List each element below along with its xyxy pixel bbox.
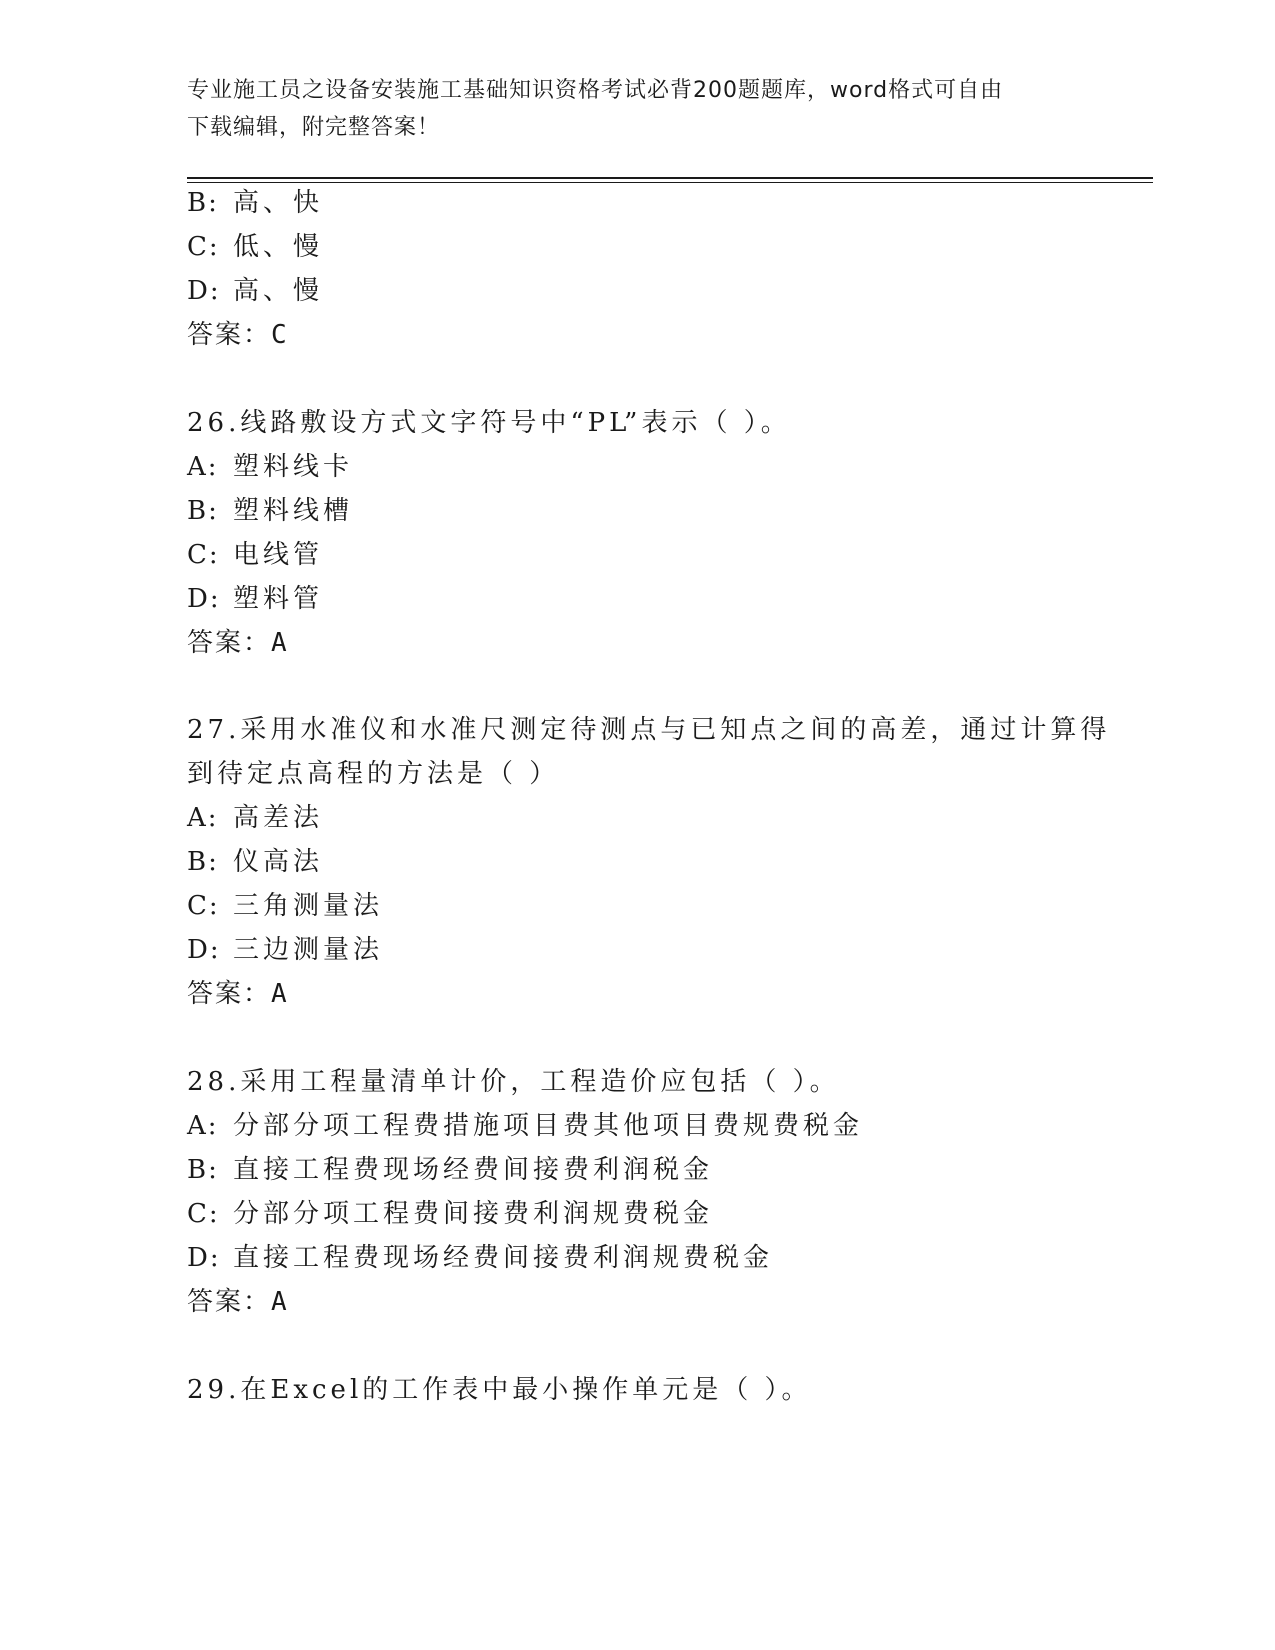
- q27-option-a: [187, 802, 323, 834]
- q25-option-b: [187, 187, 323, 219]
- header-line-2: 下载编辑，附完整答案！: [187, 115, 441, 140]
- option-key: C:: [187, 1199, 220, 1229]
- answer-value: A: [271, 1287, 289, 1317]
- q28-option-a: [187, 1110, 863, 1142]
- answer-label: 答案：: [187, 320, 272, 350]
- option-key: A:: [187, 803, 219, 833]
- option-key: B:: [187, 496, 219, 526]
- answer-value: C: [271, 320, 289, 350]
- option-text: 高、慢: [233, 276, 324, 306]
- option-text: 三角测量法: [233, 891, 384, 921]
- option-text: 高、快: [233, 188, 324, 218]
- header-line-1: 专业施工员之设备安装施工基础知识资格考试必背200题题库，word格式可自由: [187, 78, 1004, 103]
- option-text: 塑料线卡: [233, 452, 354, 482]
- option-text: 塑料线槽: [233, 496, 354, 526]
- q28-stem: 28.采用工程量清单计价，工程造价应包括（ ）。: [187, 1067, 840, 1097]
- option-key: D:: [187, 276, 221, 306]
- q29-stem: 29.在Excel的工作表中最小操作单元是（ ）。: [187, 1375, 812, 1405]
- option-key: C:: [187, 232, 220, 262]
- option-text: 分部分项工程费措施项目费其他项目费规费税金: [233, 1111, 864, 1141]
- q28-answer: [187, 1286, 289, 1318]
- q25-option-d: [187, 275, 323, 307]
- option-key: D:: [187, 584, 221, 614]
- option-text: 直接工程费现场经费间接费利润税金: [233, 1155, 714, 1185]
- option-key: C:: [187, 540, 220, 570]
- q25-option-c: [187, 231, 323, 263]
- option-key: D:: [187, 935, 221, 965]
- option-text: 分部分项工程费间接费利润规费税金: [233, 1199, 714, 1229]
- answer-label: 答案：: [187, 1287, 272, 1317]
- header-divider-thick: [187, 177, 1153, 179]
- answer-value: A: [271, 628, 289, 658]
- q27-stem-line-2: 到待定点高程的方法是（ ）: [187, 759, 560, 789]
- q26-answer: [187, 627, 289, 659]
- header-divider-thin: [187, 182, 1153, 183]
- q27-option-b: [187, 846, 323, 878]
- q27-answer: [187, 978, 289, 1010]
- option-key: D:: [187, 1243, 221, 1273]
- q26-option-b: [187, 495, 353, 527]
- option-key: C:: [187, 891, 220, 921]
- option-text: 三边测量法: [233, 935, 384, 965]
- option-key: A:: [187, 452, 219, 482]
- document-header: [187, 72, 1067, 146]
- option-text: 高差法: [233, 803, 324, 833]
- q27-stem-line-1: 27.采用水准仪和水准尺测定待测点与已知点之间的高差，通过计算得: [187, 715, 1111, 745]
- q28-option-c: [187, 1198, 713, 1230]
- option-key: B:: [187, 188, 219, 218]
- q26-option-c: [187, 539, 323, 571]
- q25-answer: [187, 319, 289, 351]
- option-text: 低、慢: [233, 232, 324, 262]
- q27-option-d: [187, 934, 383, 966]
- q27-option-c: [187, 890, 383, 922]
- option-text: 直接工程费现场经费间接费利润规费税金: [233, 1243, 774, 1273]
- option-key: B:: [187, 1155, 219, 1185]
- q28-option-d: [187, 1242, 773, 1274]
- answer-value: A: [271, 979, 289, 1009]
- option-key: B:: [187, 847, 219, 877]
- q26-stem: 26.线路敷设方式文字符号中“PL”表示（ ）。: [187, 408, 791, 438]
- answer-label: 答案：: [187, 628, 272, 658]
- q26-option-d: [187, 583, 323, 615]
- option-key: A:: [187, 1111, 219, 1141]
- answer-label: 答案：: [187, 979, 272, 1009]
- option-text: 电线管: [233, 540, 324, 570]
- option-text: 仪高法: [233, 847, 324, 877]
- option-text: 塑料管: [233, 584, 324, 614]
- q26-option-a: [187, 451, 353, 483]
- q28-option-b: [187, 1154, 713, 1186]
